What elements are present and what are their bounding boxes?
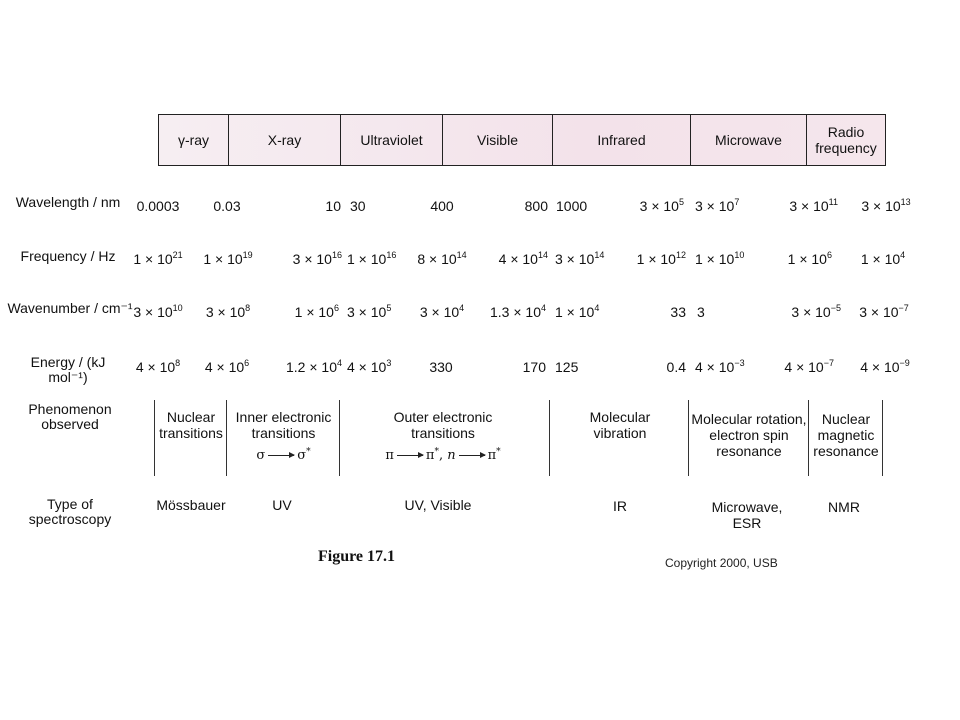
wavelength-value [544,198,684,214]
value-mantissa: 3 × 10 [695,198,735,214]
value-exponent: 4 [540,303,546,313]
value-mantissa: 10 [325,198,341,214]
value-exponent: 7 [734,197,740,207]
value-mantissa: 400 [430,198,454,214]
value-mantissa: 0.0003 [136,198,180,214]
value-exponent: 4 [900,250,906,260]
value-exponent: 21 [172,250,183,260]
value-exponent: −9 [899,358,910,368]
value-exponent: 13 [900,197,911,207]
value-mantissa: 0.03 [213,198,241,214]
copyright-text: Copyright 2000, USB [665,556,778,570]
value-mantissa: 4 × 10 [135,359,176,375]
value-mantissa: 170 [522,359,546,375]
value-mantissa: 3 × 10 [639,198,679,214]
value-mantissa: 3 × 10 [859,304,899,320]
value-mantissa: 4 × 10 [347,359,387,375]
spectrum-band [158,114,886,166]
wavenumber-value [814,304,954,320]
value-mantissa: 1 × 10 [695,251,735,267]
value-exponent: 10 [734,250,745,260]
pi-symbol: π [385,448,394,463]
star-superscript: * [434,447,439,457]
value-mantissa: 0.4 [666,359,686,375]
value-exponent: 5 [386,303,392,313]
value-exponent: 5 [678,197,684,207]
value-exponent: 8 [245,303,251,313]
pi-star-symbol-2: π [487,448,497,463]
value-mantissa: 3 × 10 [347,304,387,320]
value-exponent: 6 [244,358,250,368]
value-mantissa: 1 × 10 [860,251,901,267]
value-mantissa: 3 × 10 [133,304,173,320]
value-mantissa: 8 × 10 [417,251,457,267]
value-mantissa: 4 × 10 [784,359,824,375]
n-symbol: n [447,448,456,463]
value-mantissa: 1 × 10 [636,251,676,267]
value-exponent: 11 [828,197,838,207]
row-label-phenomenon: Phenomenon observed [28,401,112,432]
value-exponent: 4 [336,358,342,368]
pi-star-symbol: π [425,448,435,463]
value-mantissa: 1 × 10 [555,304,595,320]
energy-value [406,359,546,375]
wavenumber-value [546,304,686,320]
value-exponent: 8 [175,358,181,368]
frequency-value [813,251,953,267]
energy-value [694,359,834,375]
phenomenon-nuclear: Nuclear transitions [159,409,223,441]
sigma-star-symbol: σ [297,448,307,463]
value-exponent: 14 [537,250,548,260]
frequency-value [408,251,548,267]
arrow-icon [397,455,423,456]
value-exponent: −7 [898,303,909,313]
value-exponent: 14 [594,250,605,260]
value-mantissa: 4 × 10 [498,251,538,267]
region-gamma-ray: γ-ray [159,115,229,165]
value-mantissa: 1 × 10 [787,251,827,267]
wavenumber-value [199,304,339,320]
value-exponent: −7 [823,358,834,368]
frequency-value [202,251,342,267]
value-mantissa: 1 × 10 [203,251,243,267]
spectroscopy-mossbauer: Mössbauer [156,497,226,513]
energy-value [202,359,342,375]
value-exponent: 3 [386,358,392,368]
value-mantissa: 3 [697,304,705,320]
value-exponent: 12 [675,250,686,260]
row-label-wavenumber: Wavenumber / cm⁻¹ [7,300,133,316]
value-exponent: 4 [594,303,600,313]
value-mantissa: 3 × 10 [292,251,332,267]
region-radio-frequency: Radio frequency [815,124,877,156]
value-exponent: 16 [386,250,397,260]
frequency-value [692,251,832,267]
value-exponent: 16 [331,250,342,260]
value-mantissa: 3 × 10 [205,304,246,320]
phenomenon-rotation-esr: Molecular rotation, electron spin resonance [691,411,807,459]
figure-caption: Figure 17.1 [318,548,396,565]
spectroscopy-nmr: NMR [828,499,860,515]
region-x-ray: X-ray [229,115,341,165]
sigma-symbol: σ [256,448,266,463]
star-superscript: * [306,447,311,457]
wavelength-value [201,198,341,214]
value-mantissa: 1 × 10 [133,251,173,267]
spectroscopy-microwave-esr: Microwave, ESR [711,499,783,531]
energy-value [815,359,955,375]
arrow-icon [459,455,485,456]
star-superscript: * [496,447,501,457]
value-mantissa: 3 × 10 [419,304,460,320]
phenomenon-outer-electronic: Outer electronic transitions [393,409,493,441]
spectroscopy-ir: IR [613,498,627,514]
value-exponent: 10 [172,303,183,313]
region-microwave: Microwave [691,115,807,165]
value-mantissa: 800 [524,198,548,214]
value-exponent: −3 [734,358,745,368]
row-label-energy: Energy / (kJ mol⁻¹) [30,354,106,385]
value-exponent: −5 [830,303,841,313]
phenomenon-nmr: Nuclear magnetic resonance [813,411,879,459]
value-mantissa: 4 × 10 [860,359,900,375]
value-exponent: 4 [459,303,465,313]
value-mantissa: 330 [429,359,453,375]
spectroscopy-uv: UV [272,497,292,513]
value-mantissa: 1 × 10 [294,304,334,320]
frequency-value [546,251,686,267]
value-mantissa: 33 [670,304,686,320]
row-label-spectroscopy: Type of spectroscopy [28,496,112,527]
phenomenon-vibration: Molecular vibration [589,409,651,441]
value-mantissa: 1000 [556,198,588,214]
row-label-wavelength: Wavelength / nm [15,194,121,210]
wavelength-value [816,198,956,214]
pi-n-transitions [358,448,528,463]
separator: , [438,448,444,463]
value-mantissa: 3 × 10 [791,304,831,320]
phenomenon-inner-electronic: Inner electronic transitions [235,409,332,441]
value-exponent: 6 [333,303,339,313]
arrow-icon [268,455,294,456]
wavenumber-value [406,304,546,320]
value-mantissa: 1.3 × 10 [489,304,541,320]
value-exponent: 19 [242,250,253,260]
value-mantissa: 125 [555,359,579,375]
region-visible: Visible [443,115,553,165]
energy-value [546,359,686,375]
value-mantissa: 4 × 10 [204,359,245,375]
value-exponent: 14 [456,250,467,260]
value-mantissa: 30 [350,198,366,214]
wavelength-value [408,198,548,214]
row-label-frequency: Frequency / Hz [20,248,116,264]
region-infrared: Infrared [553,115,691,165]
value-mantissa: 3 × 10 [789,198,829,214]
region-ultraviolet: Ultraviolet [341,115,443,165]
divider-line [549,400,550,476]
value-mantissa: 3 × 10 [555,251,595,267]
value-mantissa: 1 × 10 [347,251,387,267]
value-mantissa: 4 × 10 [695,359,735,375]
value-mantissa: 3 × 10 [861,198,901,214]
value-exponent: 6 [826,250,832,260]
sigma-transition [227,448,340,463]
spectroscopy-uv-visible: UV, Visible [404,497,472,513]
value-mantissa: 1.2 × 10 [285,359,337,375]
